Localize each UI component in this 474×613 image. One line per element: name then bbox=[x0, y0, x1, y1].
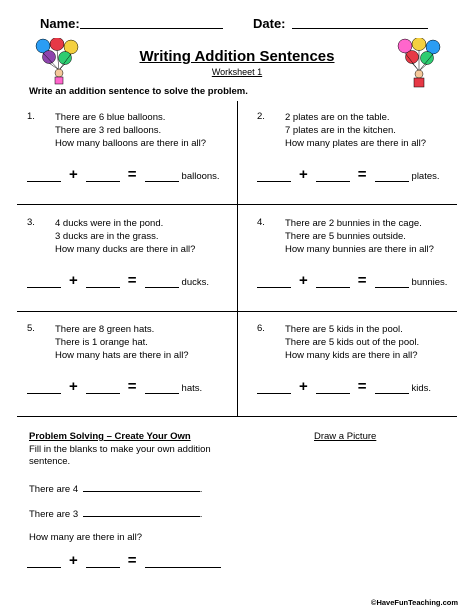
answer-blank[interactable] bbox=[316, 277, 350, 288]
equation-row bbox=[27, 380, 202, 394]
create-blank[interactable] bbox=[83, 507, 200, 517]
date-label: Date: bbox=[253, 16, 286, 31]
draw-picture-label: Draw a Picture bbox=[314, 431, 377, 442]
problem-line: How many balloons are there in all? bbox=[55, 138, 207, 149]
problem-2 bbox=[247, 101, 457, 201]
answer-blank[interactable] bbox=[375, 171, 409, 182]
answer-blank[interactable] bbox=[316, 171, 350, 182]
problem-4 bbox=[247, 207, 457, 307]
problem-solving-title: Problem Solving – Create Your Own bbox=[29, 431, 191, 442]
unit-label: bunnies. bbox=[411, 277, 448, 288]
create-line-text: There are 3 bbox=[29, 509, 79, 520]
create-line-1: There are 4 . bbox=[29, 484, 203, 495]
grid-divider bbox=[17, 416, 457, 417]
equals-sign: = bbox=[357, 272, 367, 289]
create-equation-row bbox=[27, 554, 221, 568]
equation-row bbox=[27, 168, 220, 182]
equation-row bbox=[257, 168, 440, 182]
equals-sign: = bbox=[357, 166, 367, 183]
answer-blank[interactable] bbox=[145, 277, 179, 288]
answer-blank[interactable] bbox=[27, 171, 61, 182]
answer-blank[interactable] bbox=[145, 171, 179, 182]
problem-number: 6. bbox=[257, 323, 265, 334]
problem-line: There are 5 bunnies outside. bbox=[285, 231, 406, 242]
answer-blank[interactable] bbox=[145, 557, 221, 568]
plus-sign: + bbox=[69, 166, 78, 183]
name-label: Name: bbox=[40, 16, 80, 31]
answer-blank[interactable] bbox=[257, 171, 291, 182]
problem-number: 1. bbox=[27, 111, 35, 122]
problem-solving-instruction: Fill in the blanks to make your own addition bbox=[29, 444, 211, 455]
problem-line: There are 6 blue balloons. bbox=[55, 112, 166, 123]
unit-label: ducks. bbox=[181, 277, 209, 288]
answer-blank[interactable] bbox=[86, 557, 120, 568]
answer-blank[interactable] bbox=[316, 383, 350, 394]
plus-sign: + bbox=[69, 272, 78, 289]
grid-divider bbox=[237, 101, 238, 416]
problem-line: How many hats are there in all? bbox=[55, 350, 189, 361]
problem-line: There is 1 orange hat. bbox=[55, 337, 148, 348]
plus-sign: + bbox=[299, 166, 308, 183]
equals-sign: = bbox=[127, 378, 137, 395]
answer-blank[interactable] bbox=[27, 383, 61, 394]
problem-3 bbox=[17, 207, 227, 307]
unit-label: kids. bbox=[411, 383, 432, 394]
footer-credit: ©HaveFunTeaching.com bbox=[370, 598, 458, 607]
problem-number: 4. bbox=[257, 217, 265, 228]
plus-sign: + bbox=[69, 378, 78, 395]
worksheet-subtitle: Worksheet 1 bbox=[211, 67, 263, 77]
problem-line: There are 2 bunnies in the cage. bbox=[285, 218, 422, 229]
equation-row bbox=[27, 274, 209, 288]
answer-blank[interactable] bbox=[257, 383, 291, 394]
name-field[interactable] bbox=[80, 28, 223, 29]
equals-sign: = bbox=[127, 552, 137, 569]
grid-divider bbox=[17, 204, 457, 205]
worksheet-title: Writing Addition Sentences bbox=[139, 48, 335, 65]
plus-sign: + bbox=[299, 272, 308, 289]
equation-row bbox=[257, 274, 447, 288]
problem-solving-instruction: sentence. bbox=[29, 456, 71, 467]
answer-blank[interactable] bbox=[86, 171, 120, 182]
answer-blank[interactable] bbox=[257, 277, 291, 288]
problem-line: How many ducks are there in all? bbox=[55, 244, 196, 255]
answer-blank[interactable] bbox=[375, 277, 409, 288]
problem-line: How many plates are there in all? bbox=[285, 138, 426, 149]
create-line-text: There are 4 bbox=[29, 484, 79, 495]
instruction-text: Write an addition sentence to solve the problem. bbox=[29, 86, 248, 97]
unit-label: plates. bbox=[411, 171, 440, 182]
problem-1 bbox=[17, 101, 227, 201]
equals-sign: = bbox=[127, 272, 137, 289]
answer-blank[interactable] bbox=[375, 383, 409, 394]
problem-number: 3. bbox=[27, 217, 35, 228]
problem-line: There are 8 green hats. bbox=[55, 324, 155, 335]
plus-sign: + bbox=[299, 378, 308, 395]
answer-blank[interactable] bbox=[27, 277, 61, 288]
equation-row bbox=[257, 380, 431, 394]
date-field[interactable] bbox=[292, 28, 428, 29]
problem-line: There are 5 kids in the pool. bbox=[285, 324, 403, 335]
answer-blank[interactable] bbox=[145, 383, 179, 394]
problem-5 bbox=[17, 313, 227, 413]
problem-number: 5. bbox=[27, 323, 35, 334]
problem-line: 4 ducks were in the pond. bbox=[55, 218, 164, 229]
problem-line: 3 ducks are in the grass. bbox=[55, 231, 159, 242]
plus-sign: + bbox=[69, 552, 78, 569]
equals-sign: = bbox=[357, 378, 367, 395]
create-blank[interactable] bbox=[83, 482, 200, 492]
problem-grid bbox=[17, 101, 457, 416]
answer-blank[interactable] bbox=[86, 383, 120, 394]
create-question: How many are there in all? bbox=[29, 532, 142, 543]
unit-label: hats. bbox=[181, 383, 203, 394]
unit-label: balloons. bbox=[181, 171, 220, 182]
answer-blank[interactable] bbox=[27, 557, 61, 568]
answer-blank[interactable] bbox=[86, 277, 120, 288]
problem-line: How many kids are there in all? bbox=[285, 350, 418, 361]
problem-line: How many bunnies are there in all? bbox=[285, 244, 434, 255]
equals-sign: = bbox=[127, 166, 137, 183]
create-line-2: There are 3 . bbox=[29, 509, 203, 520]
problem-line: There are 5 kids out of the pool. bbox=[285, 337, 420, 348]
grid-divider bbox=[17, 311, 457, 312]
problem-line: There are 3 red balloons. bbox=[55, 125, 162, 136]
problem-line: 2 plates are on the table. bbox=[285, 112, 390, 123]
problem-number: 2. bbox=[257, 111, 265, 122]
problem-6 bbox=[247, 313, 457, 413]
problem-line: 7 plates are in the kitchen. bbox=[285, 125, 396, 136]
